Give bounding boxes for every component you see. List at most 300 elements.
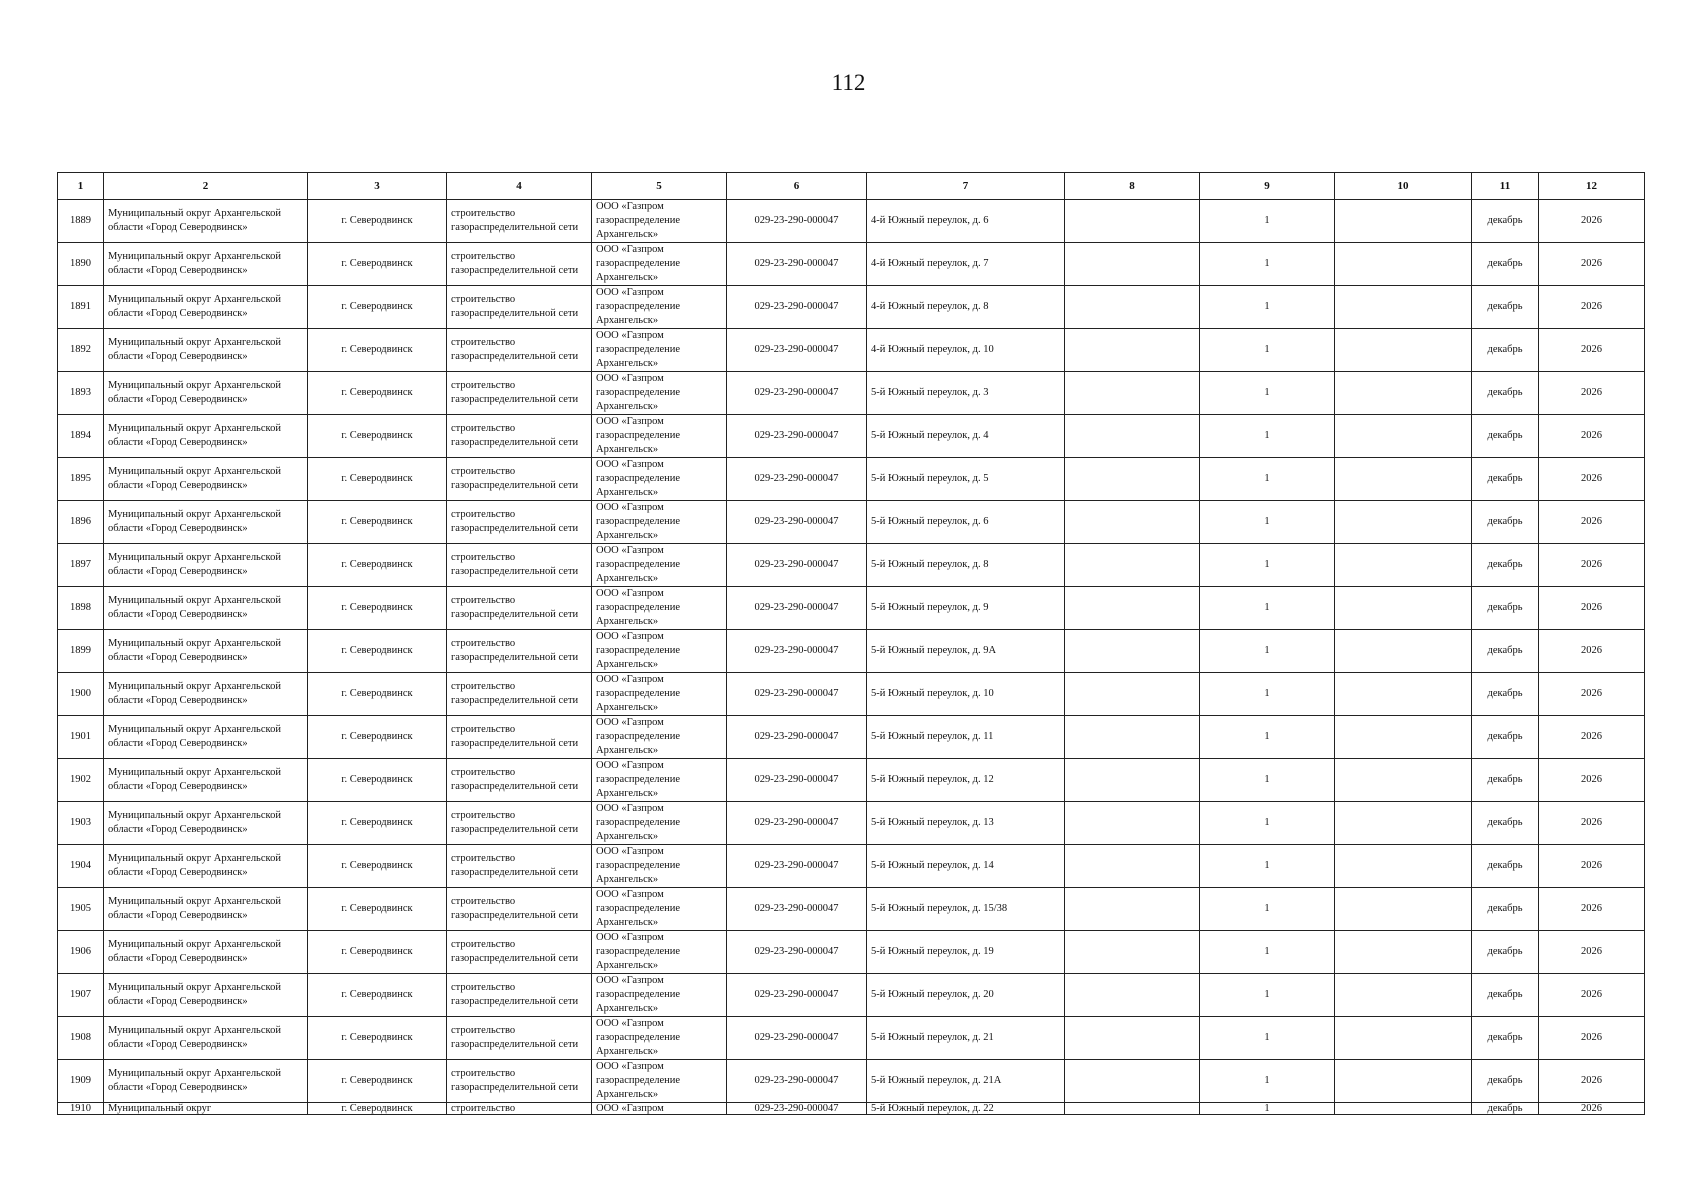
count-cell: 1 [1200, 888, 1335, 931]
city-cell: г. Северодвинск [308, 759, 447, 802]
municipality-cell: Муниципальный округ Архангельской области «Город Северодвинск» [104, 200, 308, 243]
column-header: 7 [867, 173, 1065, 200]
city-cell: г. Северодвинск [308, 630, 447, 673]
work-type-cell: строительство газораспределительной сети [447, 931, 592, 974]
municipality-cell: Муниципальный округ Архангельской области «Город Северодвинск» [104, 630, 308, 673]
city-cell: г. Северодвинск [308, 200, 447, 243]
city-cell: г. Северодвинск [308, 544, 447, 587]
column-8-cell [1065, 200, 1200, 243]
year-cell: 2026 [1539, 673, 1645, 716]
address-cell: 5-й Южный переулок, д. 12 [867, 759, 1065, 802]
work-type-cell: строительство газораспределительной сети [447, 716, 592, 759]
address-cell: 5-й Южный переулок, д. 6 [867, 501, 1065, 544]
column-header: 10 [1335, 173, 1472, 200]
organization-cell: ООО «Газпром газораспределение Архангельск» [592, 802, 727, 845]
work-type-cell: строительство газораспределительной сети [447, 415, 592, 458]
organization-cell: ООО «Газпром газораспределение Архангельск» [592, 587, 727, 630]
table-row [58, 716, 1645, 759]
count-cell: 1 [1200, 1060, 1335, 1103]
municipality-cell: Муниципальный округ Архангельской области «Город Северодвинск» [104, 501, 308, 544]
city-cell: г. Северодвинск [308, 243, 447, 286]
row-number: 1899 [58, 630, 104, 673]
column-10-cell [1335, 587, 1472, 630]
organization-cell: ООО «Газпром газораспределение Архангельск» [592, 200, 727, 243]
municipality-cell: Муниципальный округ Архангельской области «Город Северодвинск» [104, 587, 308, 630]
column-8-cell [1065, 931, 1200, 974]
column-8-cell [1065, 544, 1200, 587]
work-type-cell: строительство газораспределительной сети [447, 759, 592, 802]
city-cell: г. Северодвинск [308, 329, 447, 372]
column-8-cell [1065, 587, 1200, 630]
address-cell: 5-й Южный переулок, д. 4 [867, 415, 1065, 458]
table-row [58, 1103, 1645, 1115]
year-cell: 2026 [1539, 1060, 1645, 1103]
column-8-cell [1065, 415, 1200, 458]
count-cell: 1 [1200, 802, 1335, 845]
work-type-cell: строительство газораспределительной сети [447, 1017, 592, 1060]
row-number: 1908 [58, 1017, 104, 1060]
column-10-cell [1335, 759, 1472, 802]
count-cell: 1 [1200, 329, 1335, 372]
municipality-cell: Муниципальный округ Архангельской области «Город Северодвинск» [104, 243, 308, 286]
month-cell: декабрь [1472, 845, 1539, 888]
count-cell: 1 [1200, 1103, 1335, 1115]
program-code-cell: 029-23-290-000047 [727, 501, 867, 544]
column-8-cell [1065, 802, 1200, 845]
program-code-cell: 029-23-290-000047 [727, 759, 867, 802]
table-row [58, 1017, 1645, 1060]
column-10-cell [1335, 845, 1472, 888]
row-number: 1905 [58, 888, 104, 931]
city-cell: г. Северодвинск [308, 1017, 447, 1060]
year-cell: 2026 [1539, 587, 1645, 630]
municipality-cell: Муниципальный округ Архангельской области «Город Северодвинск» [104, 286, 308, 329]
municipality-cell: Муниципальный округ Архангельской области «Город Северодвинск» [104, 329, 308, 372]
table-row [58, 1060, 1645, 1103]
organization-cell: ООО «Газпром газораспределение Архангельск» [592, 759, 727, 802]
table-row [58, 372, 1645, 415]
row-number: 1895 [58, 458, 104, 501]
column-8-cell [1065, 1060, 1200, 1103]
year-cell: 2026 [1539, 544, 1645, 587]
city-cell: г. Северодвинск [308, 931, 447, 974]
column-8-cell [1065, 1017, 1200, 1060]
month-cell: декабрь [1472, 415, 1539, 458]
municipality-cell: Муниципальный округ Архангельской области «Город Северодвинск» [104, 931, 308, 974]
municipality-cell: Муниципальный округ Архангельской области «Город Северодвинск» [104, 1017, 308, 1060]
page-number: 112 [831, 70, 866, 95]
work-type-cell: строительство газораспределительной сети [447, 544, 592, 587]
table-row [58, 544, 1645, 587]
row-number: 1901 [58, 716, 104, 759]
address-cell: 5-й Южный переулок, д. 9 [867, 587, 1065, 630]
count-cell: 1 [1200, 458, 1335, 501]
work-type-cell: строительство газораспределительной сети [447, 501, 592, 544]
year-cell: 2026 [1539, 372, 1645, 415]
month-cell: декабрь [1472, 673, 1539, 716]
work-type-cell: строительство газораспределительной сети [447, 458, 592, 501]
column-8-cell [1065, 759, 1200, 802]
table-row [58, 587, 1645, 630]
program-code-cell: 029-23-290-000047 [727, 802, 867, 845]
count-cell: 1 [1200, 372, 1335, 415]
column-8-cell [1065, 673, 1200, 716]
count-cell: 1 [1200, 630, 1335, 673]
address-cell: 5-й Южный переулок, д. 10 [867, 673, 1065, 716]
address-cell: 5-й Южный переулок, д. 21А [867, 1060, 1065, 1103]
month-cell: декабрь [1472, 931, 1539, 974]
work-type-cell: строительство газораспределительной сети [447, 630, 592, 673]
column-header: 3 [308, 173, 447, 200]
column-10-cell [1335, 630, 1472, 673]
organization-cell: ООО «Газпром газораспределение Архангельск» [592, 630, 727, 673]
row-number: 1890 [58, 243, 104, 286]
month-cell: декабрь [1472, 458, 1539, 501]
program-code-cell: 029-23-290-000047 [727, 888, 867, 931]
organization-cell: ООО «Газпром газораспределение Архангельск» [592, 673, 727, 716]
program-code-cell: 029-23-290-000047 [727, 458, 867, 501]
work-type-cell: строительство газораспределительной сети [447, 1060, 592, 1103]
month-cell: декабрь [1472, 1017, 1539, 1060]
municipality-cell: Муниципальный округ Архангельской области «Город Северодвинск» [104, 372, 308, 415]
year-cell: 2026 [1539, 1017, 1645, 1060]
column-10-cell [1335, 931, 1472, 974]
program-code-cell: 029-23-290-000047 [727, 931, 867, 974]
column-header: 4 [447, 173, 592, 200]
year-cell: 2026 [1539, 286, 1645, 329]
month-cell: декабрь [1472, 1060, 1539, 1103]
city-cell: г. Северодвинск [308, 888, 447, 931]
table-row [58, 888, 1645, 931]
column-header: 6 [727, 173, 867, 200]
month-cell: декабрь [1472, 802, 1539, 845]
column-8-cell [1065, 888, 1200, 931]
count-cell: 1 [1200, 759, 1335, 802]
work-type-cell: строительство газораспределительной сети [447, 802, 592, 845]
municipality-cell: Муниципальный округ Архангельской области «Город Северодвинск» [104, 716, 308, 759]
month-cell: декабрь [1472, 587, 1539, 630]
count-cell: 1 [1200, 415, 1335, 458]
column-10-cell [1335, 1060, 1472, 1103]
organization-cell: ООО «Газпром газораспределение Архангельск» [592, 544, 727, 587]
address-cell: 4-й Южный переулок, д. 6 [867, 200, 1065, 243]
address-cell: 5-й Южный переулок, д. 14 [867, 845, 1065, 888]
row-number: 1910 [58, 1103, 104, 1115]
month-cell: декабрь [1472, 329, 1539, 372]
column-10-cell [1335, 716, 1472, 759]
year-cell: 2026 [1539, 630, 1645, 673]
program-code-cell: 029-23-290-000047 [727, 1103, 867, 1115]
month-cell: декабрь [1472, 200, 1539, 243]
column-10-cell [1335, 673, 1472, 716]
row-number: 1898 [58, 587, 104, 630]
year-cell: 2026 [1539, 243, 1645, 286]
address-cell: 5-й Южный переулок, д. 22 [867, 1103, 1065, 1115]
year-cell: 2026 [1539, 329, 1645, 372]
column-header: 8 [1065, 173, 1200, 200]
row-number: 1900 [58, 673, 104, 716]
program-code-cell: 029-23-290-000047 [727, 1017, 867, 1060]
column-10-cell [1335, 458, 1472, 501]
row-number: 1909 [58, 1060, 104, 1103]
city-cell: г. Северодвинск [308, 673, 447, 716]
year-cell: 2026 [1539, 845, 1645, 888]
program-code-cell: 029-23-290-000047 [727, 544, 867, 587]
row-number: 1894 [58, 415, 104, 458]
month-cell: декабрь [1472, 501, 1539, 544]
organization-cell: ООО «Газпром газораспределение Архангельск» [592, 458, 727, 501]
row-number: 1904 [58, 845, 104, 888]
column-8-cell [1065, 372, 1200, 415]
column-10-cell [1335, 329, 1472, 372]
table-row [58, 286, 1645, 329]
month-cell: декабрь [1472, 1103, 1539, 1115]
organization-cell: ООО «Газпром газораспределение Архангельск» [592, 1017, 727, 1060]
work-type-cell: строительство газораспределительной сети [447, 286, 592, 329]
month-cell: декабрь [1472, 630, 1539, 673]
count-cell: 1 [1200, 200, 1335, 243]
table-header-row [58, 173, 1645, 200]
table-row [58, 415, 1645, 458]
year-cell: 2026 [1539, 200, 1645, 243]
program-code-cell: 029-23-290-000047 [727, 329, 867, 372]
work-type-cell: строительство газораспределительной сети [447, 888, 592, 931]
program-code-cell: 029-23-290-000047 [727, 200, 867, 243]
column-10-cell [1335, 544, 1472, 587]
address-cell: 4-й Южный переулок, д. 8 [867, 286, 1065, 329]
organization-cell: ООО «Газпром газораспределение Архангельск» [592, 243, 727, 286]
city-cell: г. Северодвинск [308, 458, 447, 501]
program-code-cell: 029-23-290-000047 [727, 1060, 867, 1103]
count-cell: 1 [1200, 845, 1335, 888]
column-8-cell [1065, 286, 1200, 329]
column-header: 5 [592, 173, 727, 200]
count-cell: 1 [1200, 974, 1335, 1017]
work-type-cell: строительство газораспределительной сети [447, 243, 592, 286]
month-cell: декабрь [1472, 286, 1539, 329]
table-row [58, 329, 1645, 372]
year-cell: 2026 [1539, 802, 1645, 845]
municipality-cell: Муниципальный округ Архангельской области «Город Северодвинск» [104, 415, 308, 458]
column-10-cell [1335, 974, 1472, 1017]
table-row [58, 458, 1645, 501]
table-row [58, 931, 1645, 974]
column-8-cell [1065, 458, 1200, 501]
address-cell: 5-й Южный переулок, д. 19 [867, 931, 1065, 974]
column-header: 1 [58, 173, 104, 200]
row-number: 1906 [58, 931, 104, 974]
city-cell: г. Северодвинск [308, 802, 447, 845]
table-row [58, 200, 1645, 243]
count-cell: 1 [1200, 1017, 1335, 1060]
organization-cell: ООО «Газпром газораспределение Архангельск» [592, 931, 727, 974]
organization-cell: ООО «Газпром газораспределение Архангельск» [592, 286, 727, 329]
municipality-cell: Муниципальный округ Архангельской области «Город Северодвинск» [104, 759, 308, 802]
column-8-cell [1065, 716, 1200, 759]
registry-table [57, 172, 1645, 1115]
column-10-cell [1335, 415, 1472, 458]
count-cell: 1 [1200, 673, 1335, 716]
row-number: 1889 [58, 200, 104, 243]
year-cell: 2026 [1539, 1103, 1645, 1115]
column-10-cell [1335, 888, 1472, 931]
organization-cell: ООО «Газпром газораспределение Архангельск» [592, 974, 727, 1017]
table-row [58, 759, 1645, 802]
address-cell: 5-й Южный переулок, д. 8 [867, 544, 1065, 587]
address-cell: 5-й Южный переулок, д. 3 [867, 372, 1065, 415]
month-cell: декабрь [1472, 974, 1539, 1017]
city-cell: г. Северодвинск [308, 1060, 447, 1103]
count-cell: 1 [1200, 931, 1335, 974]
municipality-cell: Муниципальный округ Архангельской области «Город Северодвинск» [104, 544, 308, 587]
count-cell: 1 [1200, 716, 1335, 759]
count-cell: 1 [1200, 243, 1335, 286]
month-cell: декабрь [1472, 544, 1539, 587]
address-cell: 5-й Южный переулок, д. 5 [867, 458, 1065, 501]
program-code-cell: 029-23-290-000047 [727, 587, 867, 630]
column-10-cell [1335, 372, 1472, 415]
table-row [58, 630, 1645, 673]
year-cell: 2026 [1539, 974, 1645, 1017]
program-code-cell: 029-23-290-000047 [727, 673, 867, 716]
column-8-cell [1065, 974, 1200, 1017]
work-type-cell: строительство газораспределительной сети [447, 974, 592, 1017]
program-code-cell: 029-23-290-000047 [727, 415, 867, 458]
city-cell: г. Северодвинск [308, 974, 447, 1017]
work-type-cell: строительство газораспределительной сети [447, 673, 592, 716]
city-cell: г. Северодвинск [308, 501, 447, 544]
row-number: 1907 [58, 974, 104, 1017]
column-10-cell [1335, 200, 1472, 243]
organization-cell: ООО «Газпром газораспределение Архангельск» [592, 415, 727, 458]
row-number: 1893 [58, 372, 104, 415]
row-number: 1891 [58, 286, 104, 329]
column-10-cell [1335, 286, 1472, 329]
column-8-cell [1065, 1103, 1200, 1115]
table-row [58, 845, 1645, 888]
program-code-cell: 029-23-290-000047 [727, 630, 867, 673]
program-code-cell: 029-23-290-000047 [727, 372, 867, 415]
city-cell: г. Северодвинск [308, 845, 447, 888]
work-type-cell: строительство газораспределительной сети [447, 372, 592, 415]
municipality-cell: Муниципальный округ Архангельской области «Город Северодвинск» [104, 845, 308, 888]
municipality-cell: Муниципальный округ Архангельской области «Город Северодвинск» [104, 458, 308, 501]
table-row [58, 243, 1645, 286]
work-type-cell: строительство газораспределительной сети [447, 587, 592, 630]
year-cell: 2026 [1539, 716, 1645, 759]
work-type-cell: строительство газораспределительной сети [447, 329, 592, 372]
work-type-cell: строительство газораспределительной сети [447, 200, 592, 243]
year-cell: 2026 [1539, 501, 1645, 544]
address-cell: 5-й Южный переулок, д. 21 [867, 1017, 1065, 1060]
address-cell: 4-й Южный переулок, д. 10 [867, 329, 1065, 372]
column-header: 2 [104, 173, 308, 200]
column-header: 11 [1472, 173, 1539, 200]
year-cell: 2026 [1539, 888, 1645, 931]
column-8-cell [1065, 501, 1200, 544]
year-cell: 2026 [1539, 458, 1645, 501]
table-row [58, 802, 1645, 845]
column-10-cell [1335, 802, 1472, 845]
organization-cell: ООО «Газпром газораспределение Архангельск» [592, 501, 727, 544]
row-number: 1892 [58, 329, 104, 372]
month-cell: декабрь [1472, 888, 1539, 931]
column-8-cell [1065, 845, 1200, 888]
organization-cell: ООО «Газпром газораспределение Архангельск» [592, 845, 727, 888]
column-10-cell [1335, 243, 1472, 286]
month-cell: декабрь [1472, 372, 1539, 415]
work-type-cell: строительство газораспределительной сети [447, 845, 592, 888]
organization-cell: ООО «Газпром газораспределение Архангельск» [592, 716, 727, 759]
program-code-cell: 029-23-290-000047 [727, 286, 867, 329]
row-number: 1897 [58, 544, 104, 587]
month-cell: декабрь [1472, 759, 1539, 802]
municipality-cell: Муниципальный округ Архангельской области «Город Северодвинск» [104, 888, 308, 931]
address-cell: 5-й Южный переулок, д. 11 [867, 716, 1065, 759]
column-8-cell [1065, 630, 1200, 673]
address-cell: 5-й Южный переулок, д. 15/38 [867, 888, 1065, 931]
program-code-cell: 029-23-290-000047 [727, 716, 867, 759]
program-code-cell: 029-23-290-000047 [727, 974, 867, 1017]
address-cell: 5-й Южный переулок, д. 9А [867, 630, 1065, 673]
year-cell: 2026 [1539, 415, 1645, 458]
column-10-cell [1335, 1017, 1472, 1060]
program-code-cell: 029-23-290-000047 [727, 845, 867, 888]
count-cell: 1 [1200, 501, 1335, 544]
table-row [58, 501, 1645, 544]
year-cell: 2026 [1539, 931, 1645, 974]
row-number: 1903 [58, 802, 104, 845]
organization-cell: ООО «Газпром газораспределение Архангельск» [592, 888, 727, 931]
table-row [58, 673, 1645, 716]
year-cell: 2026 [1539, 759, 1645, 802]
city-cell: г. Северодвинск [308, 587, 447, 630]
column-10-cell [1335, 501, 1472, 544]
count-cell: 1 [1200, 544, 1335, 587]
column-10-cell [1335, 1103, 1472, 1115]
count-cell: 1 [1200, 587, 1335, 630]
column-8-cell [1065, 243, 1200, 286]
municipality-cell: Муниципальный округ Архангельской области «Город Северодвинск» [104, 802, 308, 845]
count-cell: 1 [1200, 286, 1335, 329]
municipality-cell: Муниципальный округ Архангельской области «Город Северодвинск» [104, 1060, 308, 1103]
organization-cell: ООО «Газпром газораспределение Архангельск» [592, 1060, 727, 1103]
row-number: 1896 [58, 501, 104, 544]
city-cell: г. Северодвинск [308, 372, 447, 415]
city-cell: г. Северодвинск [308, 1103, 447, 1115]
table-row [58, 974, 1645, 1017]
city-cell: г. Северодвинск [308, 716, 447, 759]
municipality-cell: Муниципальный округ Архангельской области «Город Северодвинск» [104, 974, 308, 1017]
city-cell: г. Северодвинск [308, 415, 447, 458]
month-cell: декабрь [1472, 243, 1539, 286]
municipality-cell: Муниципальный округ [104, 1103, 308, 1115]
organization-cell: ООО «Газпром газораспределение Архангельск» [592, 372, 727, 415]
organization-cell: ООО «Газпром газораспределение Архангельск» [592, 329, 727, 372]
address-cell: 5-й Южный переулок, д. 20 [867, 974, 1065, 1017]
organization-cell: ООО «Газпром [592, 1103, 727, 1115]
column-8-cell [1065, 329, 1200, 372]
column-header: 9 [1200, 173, 1335, 200]
program-code-cell: 029-23-290-000047 [727, 243, 867, 286]
work-type-cell: строительство [447, 1103, 592, 1115]
municipality-cell: Муниципальный округ Архангельской области «Город Северодвинск» [104, 673, 308, 716]
row-number: 1902 [58, 759, 104, 802]
column-header: 12 [1539, 173, 1645, 200]
address-cell: 4-й Южный переулок, д. 7 [867, 243, 1065, 286]
city-cell: г. Северодвинск [308, 286, 447, 329]
address-cell: 5-й Южный переулок, д. 13 [867, 802, 1065, 845]
